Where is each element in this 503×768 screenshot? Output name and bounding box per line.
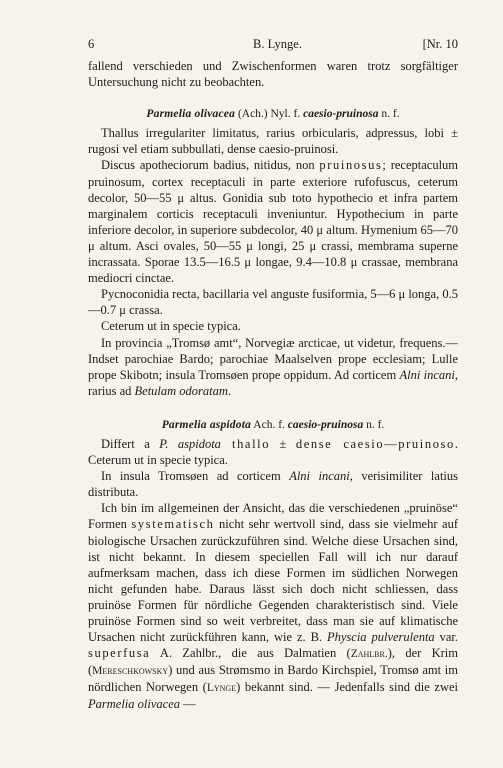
section-heading-aspidota xyxy=(88,417,458,433)
running-author: B. Lynge. xyxy=(253,37,302,51)
series-number: [Nr. 10 xyxy=(422,37,458,51)
heading-species: Parmelia aspidota xyxy=(161,418,252,431)
thallus-paragraph: Thallus irregulariter limitatus, rarius orbicularis, adpressus, lobi ± rugosi vel etiam subbullati, dense caesio-pruinosi. xyxy=(88,126,458,157)
heading-form: caesio-pruinosa xyxy=(303,108,379,121)
pycnoconidia-paragraph: Pycnoconidia recta, bacillaria vel anguste fusiformia, 5—6 μ longa, 0.5—0.7 μ crassa. xyxy=(88,287,458,318)
insula-paragraph: In insula Tromsøen ad corticem Alni incani, verisimiliter latius distributa. xyxy=(88,469,458,500)
heading-species: Parmelia olivacea xyxy=(146,108,236,121)
differt-paragraph: Differt a P. aspidota thallo ± dense caesio—pruinoso. Ceterum ut in specie typica. xyxy=(88,436,458,468)
running-header xyxy=(88,37,458,53)
discus-paragraph: Discus apotheciorum badius, nitidus, non pruinosus; receptaculum pruinosum, cortex receptaculi in parte exteriore rufofuscus, ceterum decolor, 50—55 μ altus. Gonidia sub toto hypothecio et infra partem marginalem corticis receptaculi inveniuntur. Hypothecium in parte inferiore decolor, in superiore subdecolor, 40 μ altum. Hymenium 65—70 μ altum. Asci ovales, 50—55 μ longi, 25 μ crassi, membrama superne incrassata. Sporae 13.5—16.5 μ longae, 9.4—10.8 μ crassae, membrana mediocri cinctae. xyxy=(88,158,459,286)
ceterum-paragraph: Ceterum ut in specie typica. xyxy=(101,319,241,334)
page-number: 6 xyxy=(88,37,95,51)
heading-author: (Ach.) Nyl. f. xyxy=(237,108,301,121)
locality-paragraph: In provincia „Tromsø amt“, Norvegiæ arcticae, ut videtur, frequens.—Indset parochiae Bardo; parochiae Maalselven prope ecclesiam; Lulle prope Skibotn; insula Tromsøen prope oppidum. Ad corticem Alni incani, rarius ad Betulam odoratam. xyxy=(88,335,458,398)
heading-suffix: n. f. xyxy=(381,108,400,121)
heading-form: caesio-pruinosa xyxy=(287,418,364,431)
discussion-paragraph: Ich bin im allgemeinen der Ansicht, das die verschiedenen „pruinöse“ Formen systematisch nicht sehr wertvoll sind, dass sie vielmehr auf biologische Ursachen zurückzuführen sind. Welche diese Ursachen sind, ist nicht bekannt. In diesem speciellen Fall will ich nur darauf aufmerksam machen, dass ich diese Formen im südlichen Norwegen nicht gefunden habe. Daraus lässt sich doch nicht schliessen, dass pruinöse Formen für nördliche Gegenden charakteristisch sind. Viele pruinöse Formen sind so weit verbreitet, dass man sie auf klimatische Ursachen nicht zurückführen kann, wie z. B. Physcia pulverulenta var. superfusa A. Zahlbr., die aus Dalmatien (Zahlbr.), der Krim (Mereschkowsky) und aus Strømsmo in Bardo Kirchspiel, Tromsø amt im nördlichen Norwegen (Lynge) bekannt sind. — Jedenfalls sind die zwei Parmelia olivacea — xyxy=(88,501,459,712)
heading-suffix: n. f. xyxy=(366,418,385,431)
page-body xyxy=(88,58,458,713)
heading-author: Ach. f. xyxy=(253,418,285,431)
section-heading-olivacea xyxy=(88,106,458,122)
intro-paragraph: fallend verschieden und Zwischenformen waren trotz sorgfältiger Untersuchung nicht zu beobachten. xyxy=(88,59,458,90)
